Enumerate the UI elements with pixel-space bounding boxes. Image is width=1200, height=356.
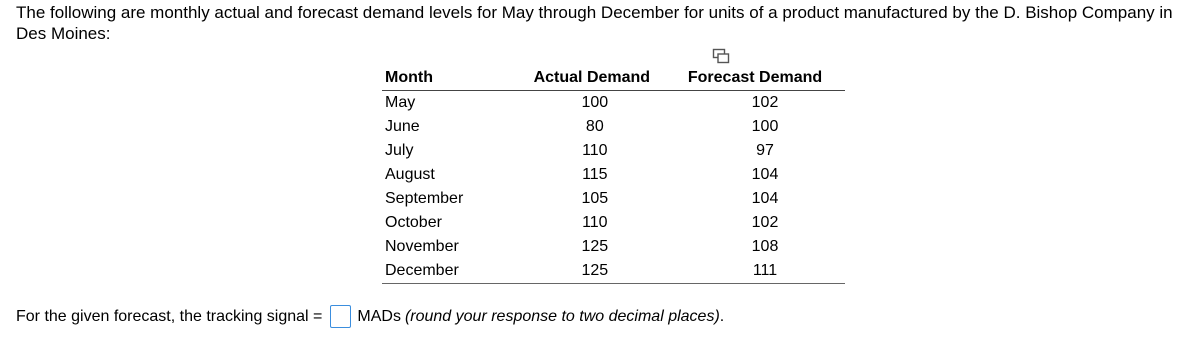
month-cell: September [385,190,464,207]
month-cell: November [385,238,459,255]
demand-table [382,66,845,284]
table-row [382,187,845,211]
tracking-signal-answer-input[interactable] [330,305,351,328]
month-cell: May [385,94,416,111]
tracking-signal-question [16,305,724,328]
forecast-demand-cell: 97 [756,142,774,159]
forecast-demand-cell: 104 [751,190,779,207]
actual-demand-cell: 110 [582,214,608,231]
question-prefix: For the given forecast, the tracking signal = [16,307,323,325]
demand-table-container [382,66,845,284]
forecast-demand-cell: 100 [751,118,779,135]
actual-demand-cell: 125 [581,238,609,255]
table-header-row [382,66,845,91]
month-cell: October [385,214,442,231]
table-row [382,115,845,139]
actual-demand-cell: 105 [581,190,609,207]
header-actual-demand: Actual Demand [519,66,665,91]
month-cell: December [382,259,519,284]
forecast-demand-cell: 108 [751,238,779,255]
actual-demand-cell: 125 [519,259,665,284]
unit-label: MADs [357,307,401,325]
table-row [382,259,845,284]
header-forecast-demand: Forecast Demand [665,66,845,91]
actual-demand-cell: 110 [582,142,608,159]
header-month: Month [382,66,519,91]
table-row [382,235,845,259]
actual-demand-cell: 80 [585,118,604,135]
forecast-demand-cell: 111 [665,259,845,284]
forecast-demand-cell: 102 [751,214,779,231]
copy-table-icon[interactable] [712,48,730,64]
problem-statement: The following are monthly actual and forecast demand levels for May through December for units of a product manufactured by the D. Bishop Company in Des Moines: [16,3,1173,43]
table-row [382,91,845,116]
rounding-hint: (round your response to two decimal places) [404,307,720,325]
month-cell: June [385,118,420,135]
month-cell: August [385,166,435,183]
table-row [382,163,845,187]
question-end: . [719,307,725,325]
forecast-demand-cell: 102 [751,94,779,111]
month-cell: July [385,142,414,159]
table-row [382,139,845,163]
actual-demand-cell: 100 [581,94,609,111]
forecast-demand-cell: 104 [751,166,779,183]
table-row [382,211,845,235]
actual-demand-cell: 115 [582,166,608,183]
